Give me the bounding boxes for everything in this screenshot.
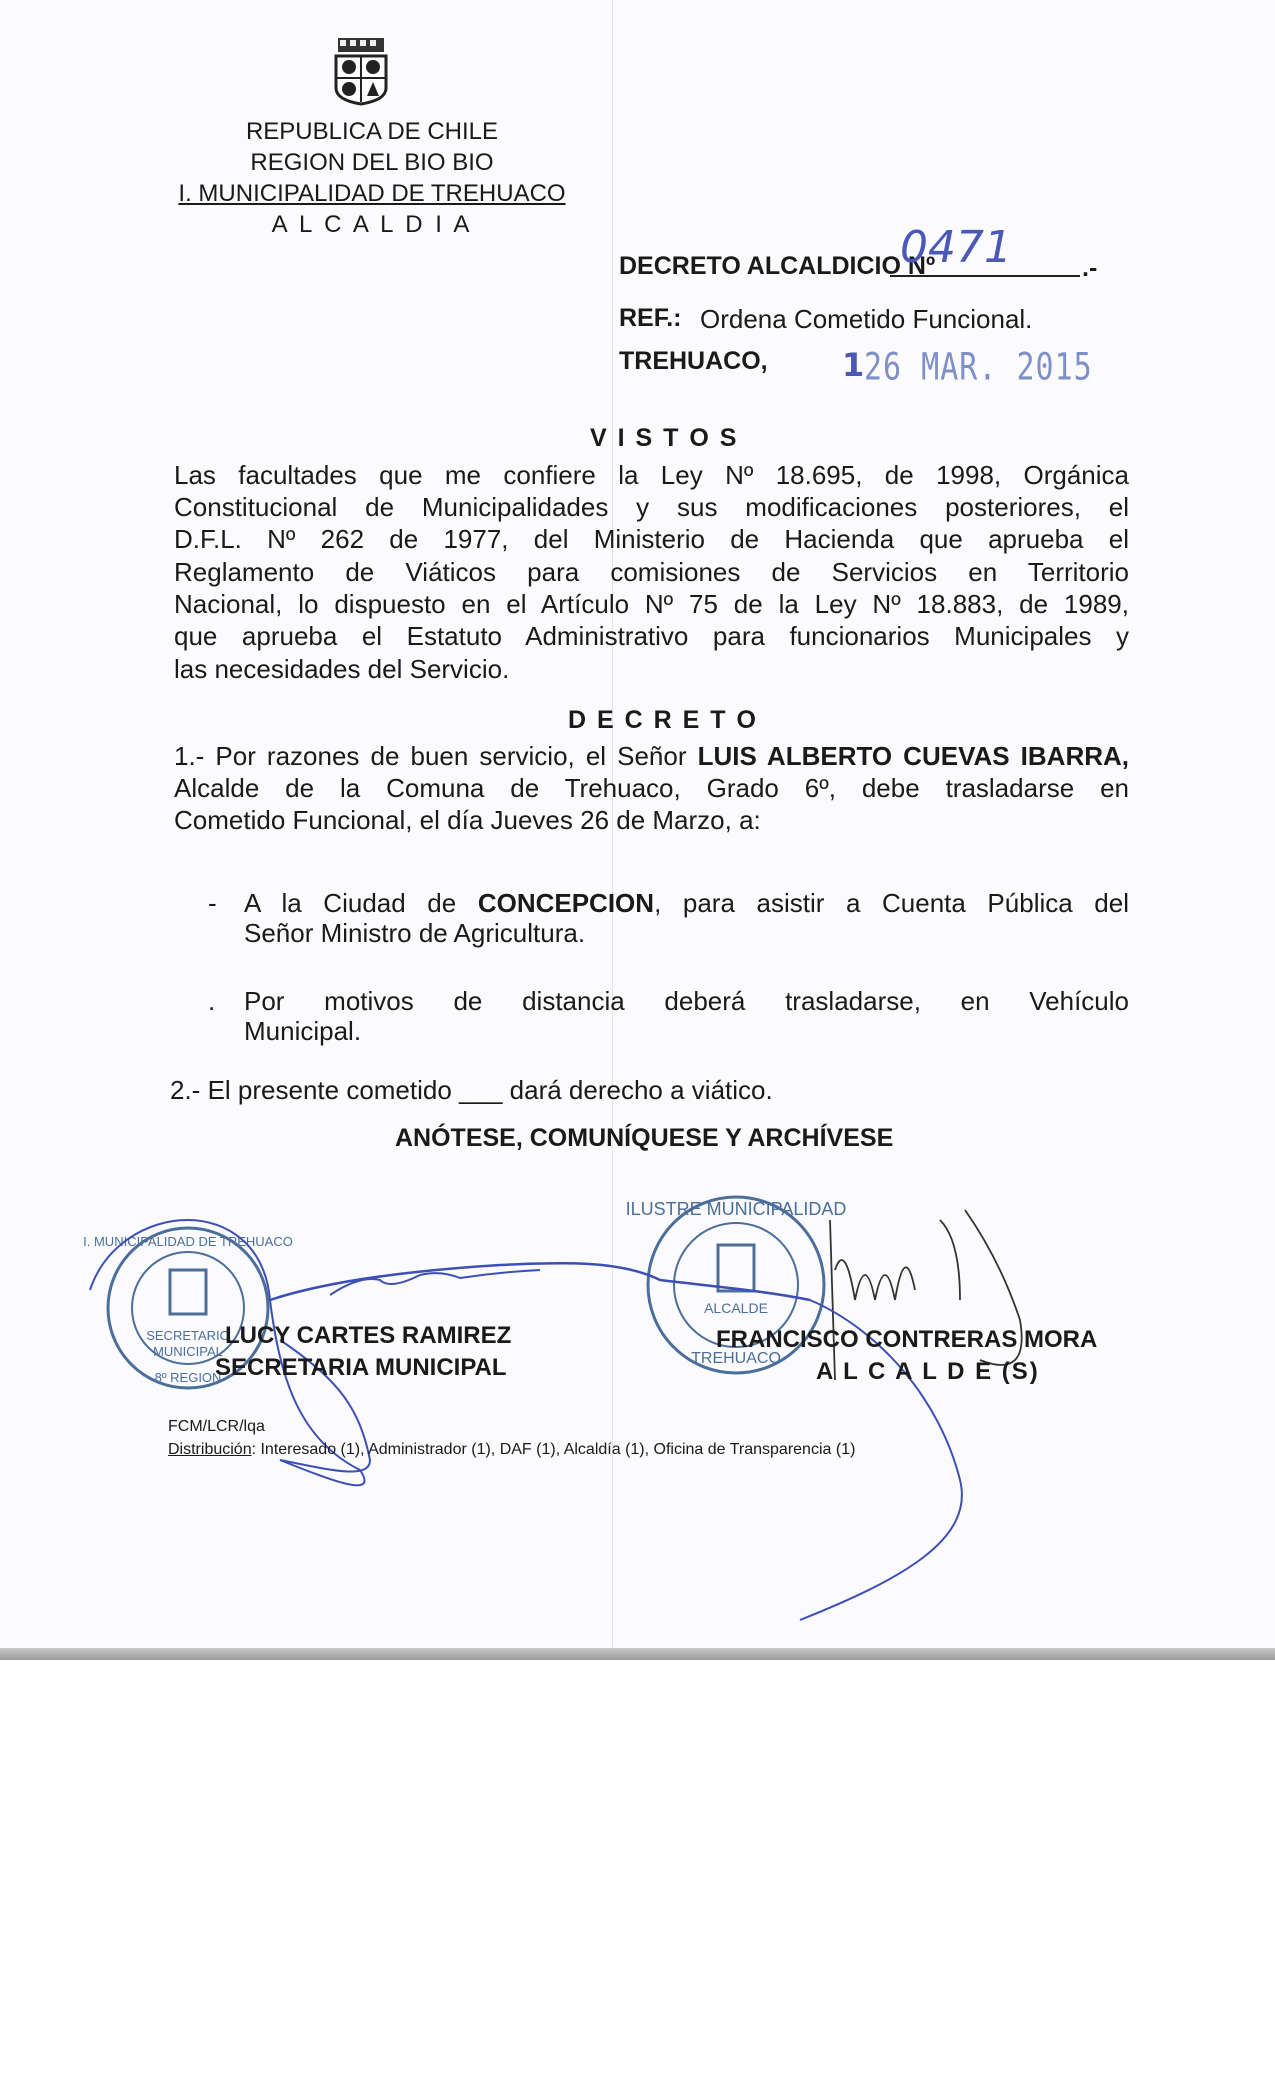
vistos-line: que aprueba el Estatuto Administrativo para funcionarios Municipales y bbox=[174, 621, 1129, 651]
seal-text: I. MUNICIPALIDAD DE TREHUACO bbox=[83, 1234, 293, 1249]
item2-blank: ___ bbox=[459, 1075, 503, 1105]
secretary-title: SECRETARIA MUNICIPAL bbox=[215, 1354, 507, 1381]
ref-label: REF.: bbox=[619, 304, 682, 332]
bullet1-text-post: , para asistir a Cuenta Pública del bbox=[654, 888, 1129, 918]
vistos-line: Reglamento de Viáticos para comisiones de Servicios en Territorio bbox=[174, 557, 1129, 587]
bullet1-line2: Señor Ministro de Agricultura. bbox=[244, 918, 586, 948]
item1-line3: Cometido Funcional, el día Jueves 26 de Marzo, a: bbox=[174, 805, 761, 835]
bullet1-city: CONCEPCION bbox=[477, 888, 655, 918]
bullet1-line1 bbox=[244, 888, 1129, 919]
distribution-text: : Interesado (1), Administrador (1), DAF (1), Alcaldía (1), Oficina de Transparencia (1) bbox=[251, 1441, 856, 1458]
seal-text: MUNICIPAL bbox=[153, 1344, 223, 1359]
header-office: A L C A L D I A bbox=[271, 211, 473, 238]
item1-text: 1.- Por razones de buen servicio, el Señor bbox=[174, 741, 687, 771]
closing-formula: ANÓTESE, COMUNÍQUESE Y ARCHÍVESE bbox=[395, 1124, 894, 1152]
vistos-last-line: las necesidades del Servicio. bbox=[174, 654, 510, 684]
seal-text: ALCALDE bbox=[704, 1300, 768, 1316]
seal-text: SECRETARIO bbox=[146, 1328, 230, 1343]
date-handwritten: 1 bbox=[842, 346, 865, 384]
ref-text: Ordena Cometido Funcional. bbox=[700, 304, 1033, 334]
secretary-name: LUCY CARTES RAMIREZ bbox=[225, 1322, 512, 1349]
seal-text: TREHUACO bbox=[691, 1350, 781, 1367]
vistos-line: Constitucional de Municipalidades y sus modificaciones posteriores, el bbox=[174, 492, 1129, 522]
decree-number: 0471 bbox=[900, 222, 1012, 273]
mayor-name: FRANCISCO CONTRERAS MORA bbox=[716, 1326, 1098, 1353]
seal-text: 8º REGION bbox=[154, 1370, 222, 1385]
distribution-line bbox=[168, 1441, 855, 1459]
item2-text: 2.- El presente cometido bbox=[170, 1075, 452, 1105]
decree-title: DECRETO ALCALDICIO Nº bbox=[619, 252, 936, 280]
initials: FCM/LCR/lqa bbox=[168, 1418, 265, 1435]
coat-of-arms-icon bbox=[328, 36, 394, 106]
item2-text-post: dará derecho a viático. bbox=[509, 1075, 773, 1105]
item1-line2: Alcalde de la Comuna de Trehuaco, Grado 6º, debe trasladarse en bbox=[174, 773, 1129, 803]
vistos-line: Nacional, lo dispuesto en el Artículo Nº 75 de la Ley Nº 18.883, de 1989, bbox=[174, 589, 1129, 619]
header-region: REGION DEL BIO BIO bbox=[250, 149, 494, 176]
bullet-marker: - bbox=[208, 888, 217, 918]
bullet2-line1: Por motivos de distancia deberá trasladarse, en Vehículo bbox=[244, 986, 1129, 1016]
item1-line1 bbox=[174, 741, 1129, 772]
bullet1-text: A la Ciudad de bbox=[244, 888, 457, 918]
decreto-heading: D E C R E T O bbox=[568, 706, 758, 734]
decree-suffix: .- bbox=[1082, 254, 1098, 282]
item2-line bbox=[170, 1075, 773, 1106]
header-country: REPUBLICA DE CHILE bbox=[245, 118, 499, 145]
decree-number-line bbox=[890, 275, 1080, 277]
scan-edge bbox=[0, 1648, 1275, 1660]
place-label: TREHUACO, bbox=[619, 347, 768, 375]
distribution-label: Distribución bbox=[168, 1441, 252, 1458]
bullet2-line2: Municipal. bbox=[244, 1016, 362, 1046]
vistos-heading: V I S T O S bbox=[590, 424, 739, 452]
mayor-title: A L C A L D E (S) bbox=[816, 1358, 1040, 1385]
seal-text: ILUSTRE MUNICIPALIDAD bbox=[625, 1199, 847, 1219]
vistos-line: Las facultades que me confiere la Ley Nº 18.695, de 1998, Orgánica bbox=[174, 460, 1129, 490]
bullet-marker: . bbox=[208, 986, 216, 1016]
vistos-line: D.F.L. Nº 262 de 1977, del Ministerio de Hacienda que aprueba el bbox=[174, 524, 1129, 554]
header-municipality: I. MUNICIPALIDAD DE TREHUACO bbox=[178, 180, 566, 207]
item1-person-name: LUIS ALBERTO CUEVAS IBARRA, bbox=[697, 741, 1129, 771]
date-stamp: 26 MAR. 2015 bbox=[864, 345, 1093, 390]
handwritten-signatures bbox=[0, 1180, 1100, 1620]
